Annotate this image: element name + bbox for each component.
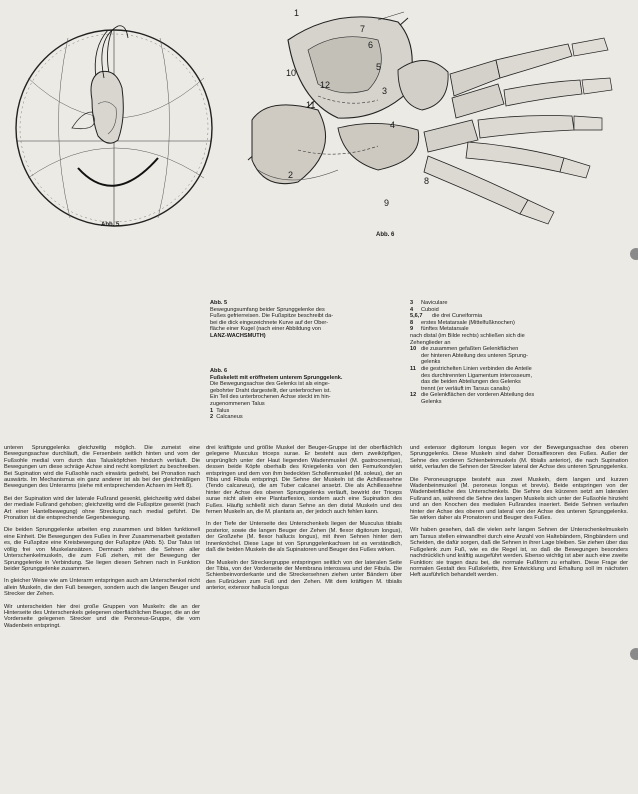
callout-9: 9 — [384, 198, 390, 208]
legend-text: die drei Cuneiformia — [432, 313, 483, 320]
paragraph: In der Tiefe der Unterseite des Unterschenkels liegen der Musculus tibialis posterior, sowie die langen Beuger der Zehen (M. flexor digitorum longus), der Großzehe (M. flexor hallucis longus), mit ihren Sehnen hinter dem Innenknöchel. Diese Lage ist von Sprunggelenkachsen ist es verständlich, daß die beiden Muskeln die als Supinatoren und Beuger des Fußes wirken. — [206, 521, 402, 554]
caption-abb6-line: Ein Teil des unterbrochenen Achse steckt im hin- — [210, 394, 331, 401]
figure-abb6 — [228, 0, 620, 250]
legend-text: der hinteren Abteilung des unteren Sprung- — [421, 352, 528, 359]
caption-abb6-line: zugenommenen Talus — [210, 400, 265, 407]
callout-12: 12 — [320, 80, 331, 90]
legend-number: 10 — [410, 346, 417, 353]
paragraph: und extensor digitorum longus liegen vor der Bewegungsachse des oberen Sprunggelenks. Diese Muskeln sind daher Dorsalflexoren des Fußes. Außer der Sehne des vorderen Schienbeinmuskels (M. tibialis anterior), die nach Supination wirkt, verlaufen die Sehnen der Strecker lateral der Achse des unteren Sprunggelenks. — [410, 445, 628, 471]
legend-text: trennt (er verläuft im Tarsus canalis) — [421, 385, 510, 392]
caption-abb6-line: Die Bewegungsachse des Gelenks ist als einge- — [210, 381, 330, 388]
caption-abb5-line: LANZ-WACHSMUTH) — [210, 332, 266, 339]
caption-abb6 — [210, 368, 400, 421]
paragraph: Wir unterscheiden hier drei große Gruppen von Muskeln: die an der Hinterseite des Unterschenkels gelegenen oberflächlichen Beuger, die an der Vorderseite gelegenen Strecker und die Peroneus-Gruppe, die vom Wadenbein entspringt. — [4, 603, 200, 629]
abb6-label: Abb. 6 — [376, 232, 395, 238]
legend-number — [410, 386, 421, 393]
legend-text: nach distal (im Bilde rechts) schließen sich die — [410, 332, 525, 339]
legend-text: gelenks — [421, 359, 441, 366]
caption-abb5-line: bei die dick eingezeichnete Kurve auf der Ober- — [210, 319, 329, 326]
caption-abb6-item — [210, 408, 400, 415]
callout-4: 4 — [390, 120, 396, 130]
caption-abb6-item — [210, 414, 400, 421]
legend-number — [410, 373, 421, 380]
legend-text: erstes Metatarsale (Mittelfußknochen) — [421, 319, 515, 326]
legend-text: die gestrichelten Linien verbinden die Anteile — [421, 365, 532, 372]
caption-abb6-title: Abb. 6 — [210, 368, 228, 374]
item-number: 1 — [210, 407, 214, 414]
paragraph: Wir haben gesehen, daß die vielen sehr langen Sehnen der Unterschenkelmuskeln am Tarsus stellen einwandfrei durch eine Anzahl von Haltebändern, Ringbändern und Scheiden, die dafür sorgen, daß die Sehnen in ihrer Lage bleiben. Sie ziehen über das Fußgelenk zum Fuß, wie es die Regel ist, so daß die Bewegungen besonders nachdrücklich und kräftig ausgeführt werden. Ebenso wichtig ist aber auch eine zweite Funktion: sie tragen dazu bei, die normale Fußform zu erhalten. Diese Frage der normalen Gestalt des Fußskeletts, ihre Entwicklung und Erhaltung soll im nächsten Heft ausführlich behandelt werden. — [410, 527, 628, 579]
legend-row — [410, 340, 626, 347]
callout-5: 5 — [376, 62, 382, 72]
legend-text: fünftes Metatarsale — [421, 326, 469, 333]
callout-2: 2 — [288, 170, 294, 180]
callout-6: 6 — [368, 40, 374, 50]
caption-abb6-line: gebohrter Draht dargestellt, der unterbrochen ist. — [210, 387, 331, 394]
legend-number — [410, 359, 421, 366]
callout-7: 7 — [360, 24, 366, 34]
legend-row — [410, 373, 626, 380]
paragraph: Die Muskeln der Streckergruppe entspringen seitlich von der lateralen Seite der Tibia, von der Vorderseite der Membrana interossea und der Fibula. Die Schienbeinvorderkante und die Streckersehnen ziehen unter Bändern über den Fußrücken zum Fuß und den Zehen. Mit dem kräftigen M. tibialis anterior, extensor hallucis longus — [206, 559, 402, 592]
legend-number: 4 — [410, 306, 414, 313]
callout-10: 10 — [286, 68, 297, 78]
paragraph: Die beiden Sprunggelenke arbeiten eng zusammen und bilden funktionell eine Einheit. Die Bewegungen des Fußes in ihrer Zusammenarbeit gestatten es, die Fußspitze eine Kreisbewegung der Fußspitze (Abb. 5). Dar Talus ist völlig frei von Muskelansätzen. Demnach stehen die Sehnen aller Unterschenkelmuskeln, die zum Fuß ziehen, mit der Bewegung der Sprunggelenke in Verbindung. Sie liegen diesen Sehnen nach in Funktion beider Sprunggelenke zusammen. — [4, 527, 200, 572]
callout-1: 1 — [294, 8, 300, 18]
caption-abb5-line: fläche einer Kugel (nach einer Abbildung von — [210, 326, 322, 333]
caption-abb5-line: Fußes gefrierreisen. Die Fußspitze beschreibt da- — [210, 313, 334, 320]
text-column-2 — [206, 445, 402, 790]
caption-abb5-title: Abb. 5 — [210, 300, 228, 306]
callout-11: 11 — [306, 100, 316, 110]
item-number: 2 — [210, 414, 214, 421]
legend-number: 12 — [410, 392, 417, 399]
abb5-label: Abb. 5 — [101, 222, 120, 228]
legend-number: 11 — [410, 365, 416, 372]
legend-row — [410, 399, 626, 406]
legend-row — [410, 320, 626, 327]
legend-text: Cuboid — [421, 306, 439, 313]
legend-row — [410, 392, 626, 399]
legend-number: 9 — [410, 326, 414, 333]
figure-abb5 — [8, 8, 218, 238]
legend-number — [410, 399, 421, 406]
legend-row — [410, 313, 626, 320]
legend-text: das die beiden Abteilungen des Gelenks — [421, 379, 521, 386]
paragraph: Die Peroneusgruppe besteht aus zwei Muskeln, dem langen und kurzen Wadenbeinmuskel (M. peroneus longus et brevis). Beide entspringen von der Wadenbeinfläche des Unterschenkels. Die Sehne des kürzeren setzt am lateralen Fußrand an, während die Sehne des langen Muskels sich unter der Fußsohle hinzieht und an den Knochen des medialen Fußrandes inseriert. Beide Sehnen verlaufen hinter der Achse des oberen und lateral von der Achse des unteren Sprunggelenks. Sie wirken daher als Pronatoren und Beuger des Fußes. — [410, 476, 628, 522]
legend-text: die Gelenkflächen der vorderen Abteilung des — [421, 392, 535, 399]
item-text: Talus — [216, 407, 230, 414]
punch-hole — [630, 648, 638, 660]
legend-number: 5,6,7 — [410, 313, 423, 320]
legend-row — [410, 366, 626, 373]
legend-list — [410, 300, 626, 406]
legend-number — [410, 379, 421, 386]
legend-text: die zusammen gefaßten Gelenkflächen — [421, 346, 519, 353]
item-text: Calcaneus — [216, 414, 243, 421]
legend-row — [410, 307, 626, 314]
legend-number — [410, 353, 421, 360]
legend-text: Zehenglieder an — [410, 339, 451, 346]
text-column-3 — [410, 445, 628, 790]
abb5-diagram — [8, 8, 218, 238]
callout-8: 8 — [424, 176, 430, 186]
paragraph: Bei der Supination wird der laterale Fußrand gesenkt, gleichzeitig wird dabei der mediale Fußrand gehoben; gleichzeitig wird die Fußspitze gesenkt (nach Art einer Hantelbewegung) ohne Streckung nach medial geführt. Die Pronation ist die entsprechende Gegenbewegung. — [4, 495, 200, 522]
legend-row — [410, 300, 626, 307]
caption-abb5-line: Bewegungsumfang beider Sprunggelenke des — [210, 306, 325, 313]
punch-hole — [630, 248, 638, 260]
caption-abb6-line: Fußskelett mit eröffnetem unterem Sprunggelenk. — [210, 374, 343, 381]
paragraph: drei kräftigste und größte Muskel der Beuger-Gruppe ist der oberflächlich gelegene Musculus triceps surae. Er besteht aus dem zweiköpfigen, ursprünglich unter der Haut liegenden Wadenmuskel (M. gastrocnemius), dessen beide Köpfe oberhalb des Kniegelenks von den Femurkondylen entspringen und dem von ihm bedeckten Schollenmuskel (M. soleus), der an Tibia und Fibula entspringt. Die Sehne der Muskeln ist die Achillessehne (Tendo calcaneus), die am Tuber calcanei ansetzt. Die als Achillessehne hinter der Achse des oberen Sprunggelenks verläuft, bewirkt der Triceps surae nicht allein eine Plantarflexion, sondern auch eine Supination des Fußes. Häufig schließt sich daran Sehne an den distal Muskeln und des fernen Muskeln an, die M. plantaris an, der jedoch auch fehlen kann. — [206, 445, 402, 516]
legend-text: Naviculare — [421, 300, 448, 306]
caption-abb5 — [210, 300, 400, 340]
legend-row — [410, 333, 626, 340]
legend-row — [410, 346, 626, 353]
paragraph: In gleicher Weise wie am Unterarm entspringen auch am Unterschenkel nicht allein Muskeln, die den Fuß bewegen, sondern auch die langen Beuger und Strecker der Zehen. — [4, 578, 200, 598]
callout-3: 3 — [382, 86, 388, 96]
legend-number: 8 — [410, 319, 414, 326]
legend-number: 3 — [410, 300, 414, 306]
legend-row — [410, 359, 626, 366]
text-column-1 — [4, 445, 200, 790]
legend-row — [410, 386, 626, 393]
legend-text: des durchtrennten Ligamentum interosseum, — [421, 372, 533, 379]
legend-text: Gelenks — [421, 398, 442, 405]
abb6-diagram — [228, 0, 620, 250]
legend-row — [410, 379, 626, 386]
legend-row — [410, 353, 626, 360]
paragraph: unteren Sprunggelenks gleichzeitig möglich. Die zumeist eine Bewegungsachse durchläuft, die Fersenbein seitlich hinten und vorn der Fußsohle medial vorn durch das Talusköpfchen hindurch verläuft. Die Bewegungen um diese schräge Achse sind recht kompliziert zu beschreiben. Bei Supination wird die Fußsohle nach einwärts gedreht, bei Pronation nach auswärts. Im Mechanismus ein ganz anderer ist als bei der gleichmäßigen Bewegungen des Unterarms (siehe mit entsprechenden Achsen im Heft 8). — [4, 445, 200, 490]
legend-row — [410, 326, 626, 333]
